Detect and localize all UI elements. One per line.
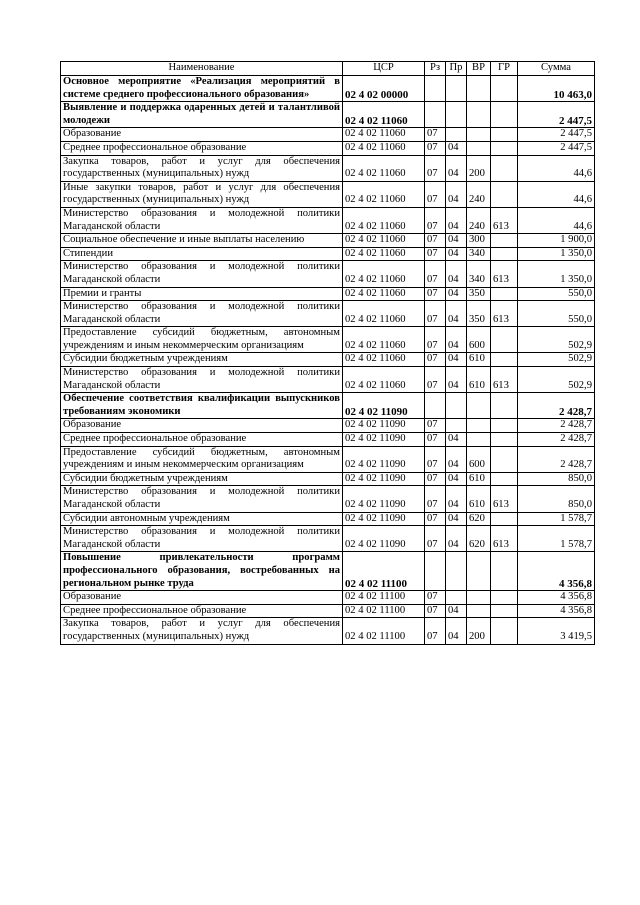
- cell-rz: 07: [425, 207, 446, 233]
- cell-name: Министерство образования и молодежной политики Магаданской области: [61, 367, 343, 393]
- table-row: [61, 433, 595, 447]
- cell-vr: 610: [467, 353, 491, 367]
- cell-vr: 240: [467, 181, 491, 207]
- header-pr: Пр: [446, 62, 467, 76]
- cell-vr: [467, 433, 491, 447]
- table-row: [61, 591, 595, 605]
- cell-pr: 04: [446, 353, 467, 367]
- cell-pr: 04: [446, 486, 467, 512]
- cell-sum: 550,0: [518, 287, 595, 301]
- cell-pr: 04: [446, 287, 467, 301]
- cell-sum: 1 900,0: [518, 234, 595, 248]
- cell-pr: 04: [446, 181, 467, 207]
- cell-vr: [467, 102, 491, 128]
- cell-pr: 04: [446, 261, 467, 287]
- cell-csr: 02 4 02 11060: [343, 287, 425, 301]
- cell-sum: 4 356,8: [518, 604, 595, 618]
- cell-csr: 02 4 02 11060: [343, 155, 425, 181]
- cell-pr: 04: [446, 526, 467, 552]
- cell-sum: 2 447,5: [518, 128, 595, 142]
- cell-vr: 200: [467, 155, 491, 181]
- cell-rz: 07: [425, 433, 446, 447]
- cell-gr: [491, 234, 518, 248]
- cell-sum: 2 428,7: [518, 446, 595, 472]
- cell-pr: 04: [446, 604, 467, 618]
- cell-gr: [491, 446, 518, 472]
- cell-gr: [491, 287, 518, 301]
- cell-name: Стипендии: [61, 247, 343, 261]
- cell-gr: [491, 327, 518, 353]
- cell-sum: 1 350,0: [518, 247, 595, 261]
- cell-vr: [467, 141, 491, 155]
- cell-csr: 02 4 02 11090: [343, 419, 425, 433]
- table-row: [61, 472, 595, 486]
- cell-csr: 02 4 02 11100: [343, 604, 425, 618]
- cell-name: Обеспечение соответствия квалификации выпускников требованиям экономики: [61, 393, 343, 419]
- table-row: [61, 618, 595, 644]
- header-sum: Сумма: [518, 62, 595, 76]
- header-rz: Рз: [425, 62, 446, 76]
- cell-rz: 07: [425, 353, 446, 367]
- cell-rz: 07: [425, 419, 446, 433]
- cell-gr: [491, 393, 518, 419]
- cell-pr: 04: [446, 512, 467, 526]
- cell-name: Основное мероприятие «Реализация мероприятий в системе среднего профессионального образования»: [61, 76, 343, 102]
- cell-vr: 610: [467, 486, 491, 512]
- cell-pr: 04: [446, 155, 467, 181]
- cell-vr: 340: [467, 247, 491, 261]
- cell-gr: [491, 141, 518, 155]
- cell-name: Среднее профессиональное образование: [61, 141, 343, 155]
- cell-gr: [491, 353, 518, 367]
- cell-csr: 02 4 02 11060: [343, 128, 425, 142]
- cell-rz: 07: [425, 367, 446, 393]
- cell-sum: 502,9: [518, 327, 595, 353]
- cell-gr: 613: [491, 301, 518, 327]
- cell-rz: [425, 393, 446, 419]
- cell-pr: 04: [446, 618, 467, 644]
- cell-rz: 07: [425, 141, 446, 155]
- table-header-row: [61, 62, 595, 76]
- cell-gr: 613: [491, 526, 518, 552]
- cell-sum: 1 350,0: [518, 261, 595, 287]
- cell-csr: 02 4 02 11060: [343, 301, 425, 327]
- cell-name: Премии и гранты: [61, 287, 343, 301]
- cell-vr: [467, 591, 491, 605]
- cell-name: Выявление и поддержка одаренных детей и талантливой молодежи: [61, 102, 343, 128]
- cell-gr: [491, 181, 518, 207]
- cell-csr: 02 4 02 11090: [343, 472, 425, 486]
- table-row: [61, 207, 595, 233]
- cell-csr: 02 4 02 11090: [343, 512, 425, 526]
- cell-rz: 07: [425, 512, 446, 526]
- cell-sum: 2 428,7: [518, 393, 595, 419]
- cell-sum: 550,0: [518, 301, 595, 327]
- cell-pr: [446, 102, 467, 128]
- cell-vr: 350: [467, 287, 491, 301]
- table-body: [61, 76, 595, 645]
- cell-pr: 04: [446, 234, 467, 248]
- table-row: [61, 287, 595, 301]
- cell-sum: 850,0: [518, 472, 595, 486]
- cell-name: Социальное обеспечение и иные выплаты населению: [61, 234, 343, 248]
- cell-gr: [491, 76, 518, 102]
- cell-rz: 07: [425, 287, 446, 301]
- cell-csr: 02 4 02 11100: [343, 618, 425, 644]
- cell-csr: 02 4 02 11060: [343, 207, 425, 233]
- cell-gr: [491, 552, 518, 591]
- cell-sum: 2 447,5: [518, 102, 595, 128]
- cell-rz: [425, 102, 446, 128]
- cell-gr: [491, 433, 518, 447]
- cell-name: Субсидии бюджетным учреждениям: [61, 472, 343, 486]
- cell-name: Образование: [61, 591, 343, 605]
- cell-pr: [446, 419, 467, 433]
- cell-sum: 502,9: [518, 367, 595, 393]
- cell-pr: 04: [446, 141, 467, 155]
- cell-gr: [491, 128, 518, 142]
- table-row: [61, 419, 595, 433]
- cell-name: Предоставление субсидий бюджетным, автономным учреждениям и иным некоммерческим организациям: [61, 446, 343, 472]
- cell-vr: 350: [467, 301, 491, 327]
- cell-vr: [467, 604, 491, 618]
- cell-vr: 600: [467, 446, 491, 472]
- cell-name: Министерство образования и молодежной политики Магаданской области: [61, 526, 343, 552]
- cell-rz: 07: [425, 301, 446, 327]
- header-gr: ГР: [491, 62, 518, 76]
- cell-csr: 02 4 02 11100: [343, 591, 425, 605]
- cell-sum: 44,6: [518, 207, 595, 233]
- table-row: [61, 446, 595, 472]
- cell-rz: 07: [425, 247, 446, 261]
- header-vr: ВР: [467, 62, 491, 76]
- cell-gr: 613: [491, 486, 518, 512]
- cell-csr: 02 4 02 11060: [343, 261, 425, 287]
- cell-vr: 600: [467, 327, 491, 353]
- cell-vr: 340: [467, 261, 491, 287]
- cell-name: Образование: [61, 419, 343, 433]
- cell-csr: 02 4 02 11060: [343, 353, 425, 367]
- table-row: [61, 102, 595, 128]
- cell-rz: 07: [425, 472, 446, 486]
- cell-pr: 04: [446, 327, 467, 353]
- cell-name: Среднее профессиональное образование: [61, 433, 343, 447]
- cell-gr: [491, 102, 518, 128]
- cell-csr: 02 4 02 11060: [343, 367, 425, 393]
- cell-sum: 44,6: [518, 181, 595, 207]
- cell-pr: 04: [446, 247, 467, 261]
- cell-sum: 4 356,8: [518, 552, 595, 591]
- cell-rz: [425, 76, 446, 102]
- cell-name: Закупка товаров, работ и услуг для обеспечения государственных (муниципальных) нужд: [61, 155, 343, 181]
- cell-csr: 02 4 02 11090: [343, 486, 425, 512]
- table-row: [61, 128, 595, 142]
- table-row: [61, 486, 595, 512]
- cell-csr: 02 4 02 11090: [343, 526, 425, 552]
- table-row: [61, 181, 595, 207]
- cell-rz: [425, 552, 446, 591]
- cell-sum: 850,0: [518, 486, 595, 512]
- budget-table: [60, 61, 595, 645]
- table-row: [61, 141, 595, 155]
- cell-vr: 200: [467, 618, 491, 644]
- cell-rz: 07: [425, 604, 446, 618]
- cell-csr: 02 4 02 11100: [343, 552, 425, 591]
- cell-name: Субсидии бюджетным учреждениям: [61, 353, 343, 367]
- cell-pr: [446, 393, 467, 419]
- table-row: [61, 604, 595, 618]
- cell-vr: [467, 393, 491, 419]
- cell-sum: 2 428,7: [518, 419, 595, 433]
- table-row: [61, 552, 595, 591]
- cell-sum: 1 578,7: [518, 526, 595, 552]
- cell-gr: [491, 155, 518, 181]
- cell-name: Министерство образования и молодежной политики Магаданской области: [61, 207, 343, 233]
- cell-sum: 1 578,7: [518, 512, 595, 526]
- cell-gr: 613: [491, 367, 518, 393]
- cell-pr: 04: [446, 446, 467, 472]
- cell-name: Министерство образования и молодежной политики Магаданской области: [61, 261, 343, 287]
- table-row: [61, 353, 595, 367]
- cell-csr: 02 4 02 11060: [343, 102, 425, 128]
- cell-name: Среднее профессиональное образование: [61, 604, 343, 618]
- table-row: [61, 301, 595, 327]
- cell-vr: 300: [467, 234, 491, 248]
- cell-rz: 07: [425, 181, 446, 207]
- table-row: [61, 327, 595, 353]
- cell-csr: 02 4 02 11060: [343, 247, 425, 261]
- cell-name: Министерство образования и молодежной политики Магаданской области: [61, 486, 343, 512]
- cell-name: Повышение привлекательности программ профессионального образования, востребованных на региональном рынке труда: [61, 552, 343, 591]
- table-row: [61, 155, 595, 181]
- cell-pr: [446, 552, 467, 591]
- cell-rz: 07: [425, 234, 446, 248]
- cell-vr: [467, 552, 491, 591]
- cell-vr: 240: [467, 207, 491, 233]
- cell-csr: 02 4 02 00000: [343, 76, 425, 102]
- cell-rz: 07: [425, 486, 446, 512]
- cell-pr: 04: [446, 301, 467, 327]
- cell-pr: 04: [446, 433, 467, 447]
- cell-pr: [446, 128, 467, 142]
- header-name: Наименование: [61, 62, 343, 76]
- cell-sum: 4 356,8: [518, 591, 595, 605]
- cell-vr: 620: [467, 526, 491, 552]
- cell-gr: [491, 512, 518, 526]
- cell-sum: 502,9: [518, 353, 595, 367]
- cell-csr: 02 4 02 11090: [343, 446, 425, 472]
- cell-gr: [491, 591, 518, 605]
- table-row: [61, 261, 595, 287]
- cell-csr: 02 4 02 11060: [343, 234, 425, 248]
- table-row: [61, 247, 595, 261]
- cell-csr: 02 4 02 11090: [343, 393, 425, 419]
- cell-csr: 02 4 02 11060: [343, 141, 425, 155]
- cell-csr: 02 4 02 11060: [343, 181, 425, 207]
- cell-rz: 07: [425, 446, 446, 472]
- cell-pr: 04: [446, 367, 467, 393]
- cell-sum: 2 447,5: [518, 141, 595, 155]
- cell-name: Министерство образования и молодежной политики Магаданской области: [61, 301, 343, 327]
- cell-rz: 07: [425, 128, 446, 142]
- cell-sum: 3 419,5: [518, 618, 595, 644]
- cell-csr: 02 4 02 11060: [343, 327, 425, 353]
- table-row: [61, 512, 595, 526]
- cell-vr: [467, 419, 491, 433]
- cell-pr: 04: [446, 472, 467, 486]
- cell-pr: [446, 76, 467, 102]
- cell-name: Субсидии автономным учреждениям: [61, 512, 343, 526]
- cell-name: Предоставление субсидий бюджетным, автономным учреждениям и иным некоммерческим организациям: [61, 327, 343, 353]
- cell-vr: 610: [467, 472, 491, 486]
- cell-sum: 44,6: [518, 155, 595, 181]
- cell-sum: 10 463,0: [518, 76, 595, 102]
- table-row: [61, 367, 595, 393]
- cell-rz: 07: [425, 618, 446, 644]
- table-row: [61, 234, 595, 248]
- cell-pr: 04: [446, 207, 467, 233]
- cell-vr: [467, 76, 491, 102]
- cell-rz: 07: [425, 327, 446, 353]
- table-row: [61, 526, 595, 552]
- cell-sum: 2 428,7: [518, 433, 595, 447]
- cell-rz: 07: [425, 155, 446, 181]
- cell-rz: 07: [425, 261, 446, 287]
- cell-gr: [491, 618, 518, 644]
- cell-gr: [491, 604, 518, 618]
- cell-vr: 610: [467, 367, 491, 393]
- cell-gr: [491, 247, 518, 261]
- cell-gr: [491, 419, 518, 433]
- cell-name: Закупка товаров, работ и услуг для обеспечения государственных (муниципальных) нужд: [61, 618, 343, 644]
- cell-vr: [467, 128, 491, 142]
- cell-name: Образование: [61, 128, 343, 142]
- cell-pr: [446, 591, 467, 605]
- cell-csr: 02 4 02 11090: [343, 433, 425, 447]
- header-csr: ЦСР: [343, 62, 425, 76]
- cell-rz: 07: [425, 526, 446, 552]
- cell-gr: 613: [491, 207, 518, 233]
- cell-name: Иные закупки товаров, работ и услуг для обеспечения государственных (муниципальных) нужд: [61, 181, 343, 207]
- cell-gr: 613: [491, 261, 518, 287]
- table-row: [61, 76, 595, 102]
- cell-gr: [491, 472, 518, 486]
- cell-rz: 07: [425, 591, 446, 605]
- table-row: [61, 393, 595, 419]
- cell-vr: 620: [467, 512, 491, 526]
